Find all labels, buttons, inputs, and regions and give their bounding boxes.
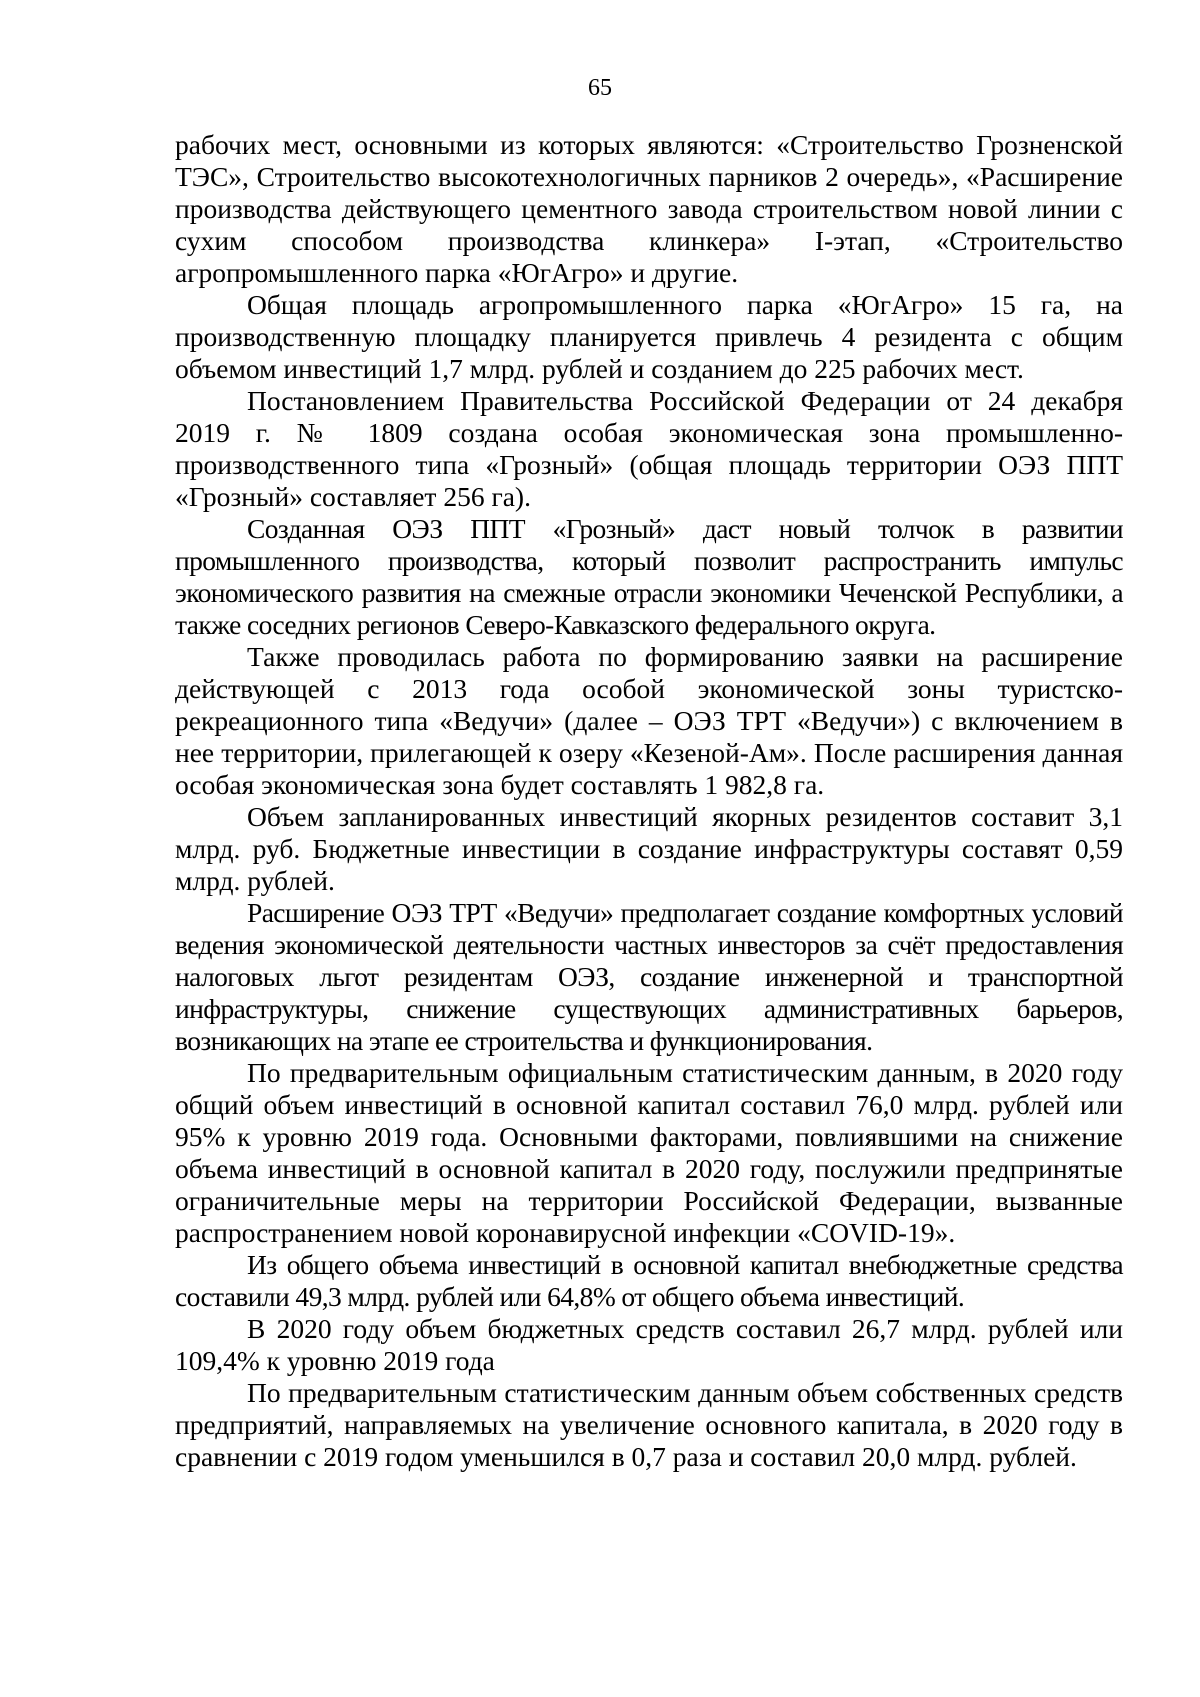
page-number: 65 — [588, 75, 612, 101]
paragraph-veduchi-expansion: Также проводилась работа по формированию заявки на расширение действующей с 2013 года особой экономической зоны туристско-рекреационного типа «Ведучи» (далее – ОЭЗ ТРТ «Ведучи») с включением в нее территории, прилегающей к озеру «Кезеной-Ам». После расширения данная особая экономическая зона будет составлять 1 982,8 га. — [175, 641, 1123, 800]
paragraph-yugagro-park: Общая площадь агропромышленного парка «ЮгАгро» 15 га, на производственную площадку планируется привлечь 4 резидента с общим объемом инвестиций 1,7 млрд. рублей и созданием до 225 рабочих мест. — [175, 289, 1123, 384]
paragraph-sez-grozny-impact: Созданная ОЭЗ ППТ «Грозный» даст новый толчок в развитии промышленного производства, который позволит распространить импульс экономического развития на смежные отрасли экономики Чеченской Республики, а также соседних регионов Северо-Кавказского федерального округа. — [175, 513, 1123, 640]
paragraph-construction-projects: рабочих мест, основными из которых являются: «Строительство Грозненской ТЭС», Строительство высокотехнологичных парников 2 очередь», «Расширение производства действующего цементного завода строительством новой линии с сухим способом производства клинкера» I-этап, «Строительство агропромышленного парка «ЮгАгро» и другие. — [175, 129, 1123, 288]
paragraph-own-funds: По предварительным статистическим данным объем собственных средств предприятий, направляемых на увеличение основного капитала, в 2020 году в сравнении с 2019 годом уменьшился в 0,7 раза и составил 20,0 млрд. рублей. — [175, 1377, 1123, 1472]
paragraph-sez-grozny-decree: Постановлением Правительства Российской Федерации от 24 декабря 2019 г. № 1809 создана особая экономическая зона промышленно-производственного типа «Грозный» (общая площадь территории ОЭЗ ППТ «Грозный» составляет 256 га). — [175, 385, 1123, 512]
paragraph-budget-funds: В 2020 году объем бюджетных средств составил 26,7 млрд. рублей или 109,4% к уровню 2019 года — [175, 1313, 1123, 1376]
paragraph-extrabudgetary-funds: Из общего объема инвестиций в основной капитал внебюджетные средства составили 49,3 млрд. рублей или 64,8% от общего объема инвестиций. — [175, 1249, 1123, 1312]
paragraph-anchor-investments: Объем запланированных инвестиций якорных резидентов составит 3,1 млрд. руб. Бюджетные инвестиции в создание инфраструктуры составят 0,59 млрд. рублей. — [175, 801, 1123, 896]
paragraph-investment-2020: По предварительным официальным статистическим данным, в 2020 году общий объем инвестиций в основной капитал составил 76,0 млрд. рублей или 95% к уровню 2019 года. Основными факторами, повлиявшими на снижение объема инвестиций в основной капитал в 2020 году, послужили предпринятые ограничительные меры на территории Российской Федерации, вызванные распространением новой коронавирусной инфекции «COVID-19». — [175, 1057, 1123, 1248]
paragraph-veduchi-conditions: Расширение ОЭЗ ТРТ «Ведучи» предполагает создание комфортных условий ведения экономической деятельности частных инвесторов за счёт предоставления налоговых льгот резидентам ОЭЗ, создание инженерной и транспортной инфраструктуры, снижение существующих административных барьеров, возникающих на этапе ее строительства и функционирования. — [175, 897, 1123, 1056]
body-text — [175, 129, 1123, 1473]
